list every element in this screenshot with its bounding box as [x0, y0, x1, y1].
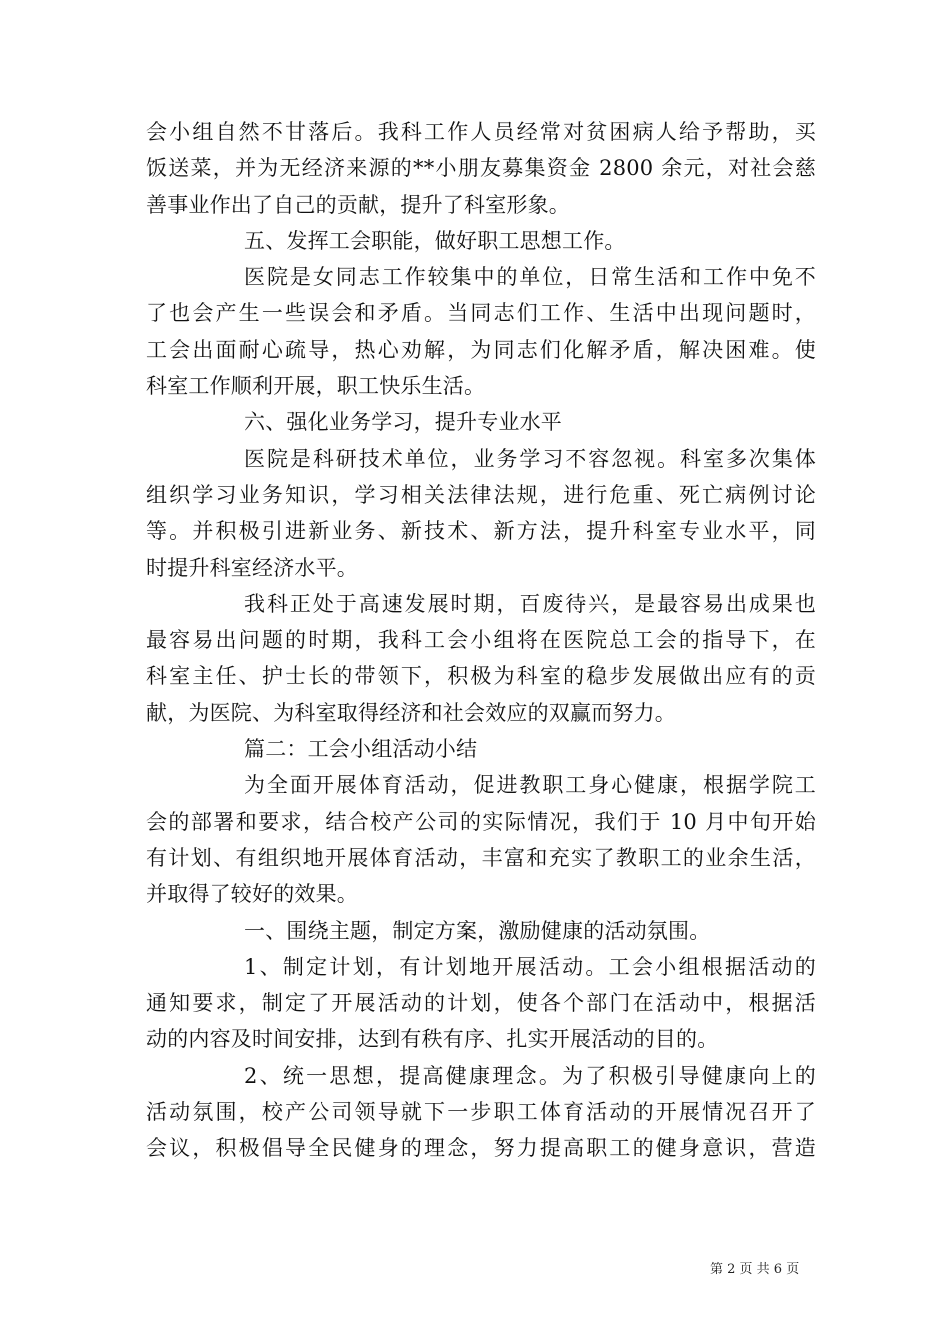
text-line: 为全面开展体育活动，促进教职工身心健康，根据学院工 [244, 773, 816, 798]
text-line: 组织学习业务知识，学习相关法律法规，进行危重、死亡病例讨论 [146, 482, 816, 507]
text-line: 动的内容及时间安排，达到有秩有序、扎实开展活动的目的。 [146, 1027, 719, 1052]
text-line: 医院是女同志工作较集中的单位，日常生活和工作中免不 [244, 265, 816, 290]
text-line: 科室工作顺利开展，职工快乐生活。 [146, 374, 486, 399]
text-line: 1、制定计划，有计划地开展活动。工会小组根据活动的 [244, 954, 816, 979]
section-heading: 五、发挥工会职能，做好职工思想工作。 [244, 228, 626, 253]
text-line: 医院是科研技术单位，业务学习不容忽视。科室多次集体 [244, 446, 816, 471]
text-line: 有计划、有组织地开展体育活动，丰富和充实了教职工的业余生活， [146, 845, 816, 870]
text-line: 了也会产生一些误会和矛盾。当同志们工作、生活中出现问题时， [146, 301, 816, 326]
text-line: 等。并积极引进新业务、新技术、新方法，提升科室专业水平，同 [146, 519, 816, 544]
text-line: 工会出面耐心疏导，热心劝解，为同志们化解矛盾，解决困难。使 [146, 337, 816, 362]
text-line: 献，为医院、为科室取得经济和社会效应的双赢而努力。 [146, 700, 676, 725]
article-heading: 篇二：工会小组活动小结 [244, 737, 478, 762]
document-body [146, 114, 816, 1167]
text-line: 活动氛围，校产公司领导就下一步职工体育活动的开展情况召开了 [146, 1100, 816, 1125]
text-line: 2、统一思想，提高健康理念。为了积极引导健康向上的 [244, 1063, 816, 1088]
text-line: 善事业作出了自己的贡献，提升了科室形象。 [146, 192, 570, 217]
text-line: 通知要求，制定了开展活动的计划，使各个部门在活动中，根据活 [146, 991, 816, 1016]
section-heading: 一、围绕主题，制定方案，激励健康的活动氛围。 [244, 918, 711, 943]
page-number: 第 2 页 共 6 页 [710, 1262, 800, 1277]
text-line: 我科正处于高速发展时期，百废待兴，是最容易出成果也 [244, 591, 816, 616]
text-line: 饭送菜，并为无经济来源的**小朋友募集资金 2800 余元，对社会慈 [146, 156, 816, 181]
text-line: 科室主任、护士长的带领下，积极为科室的稳步发展做出应有的贡 [146, 664, 816, 689]
text-line: 会议，积极倡导全民健身的理念，努力提高职工的健身意识，营造 [146, 1136, 816, 1161]
text-line: 时提升科室经济水平。 [146, 555, 358, 580]
section-heading: 六、强化业务学习，提升专业水平 [244, 410, 562, 435]
text-line: 会的部署和要求，结合校产公司的实际情况，我们于 10 月中旬开始 [146, 809, 816, 834]
text-line: 会小组自然不甘落后。我科工作人员经常对贫困病人给予帮助，买 [146, 120, 816, 144]
text-line: 最容易出问题的时期，我科工会小组将在医院总工会的指导下，在 [146, 628, 816, 653]
text-line: 并取得了较好的效果。 [146, 882, 358, 907]
